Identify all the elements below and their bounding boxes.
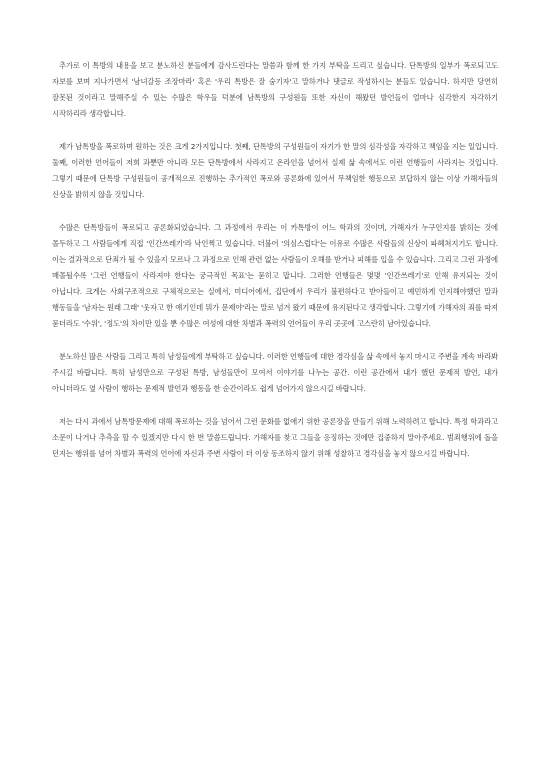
paragraph-5: 저는 다시 과에서 남톡방문제에 대해 폭로하는 것을 넘어서 그런 문화를 없애기 위한 공론장을 만들기 위해 노력하려고 합니다. 특정 학과라고 소문이 나거나 추측을 할 수 있겠지만 다시 한 번 말씀드립니다. 가해자를 찾고 그들을 응징하는 것에만 집중하지 말아주세요. 범죄행위에 돌을 던지는 행위를 넘어 차별과 폭력의 언어에 자신과 주변 사람이 더 이상 동조하지 않기 위해 성찰하고 경각심을 놓지 않으시길 바랍니다. bbox=[52, 417, 498, 458]
paragraph-3: 수많은 단톡방들이 폭로되고 공론화되었습니다. 그 과정에서 우리는 이 카톡방이 어느 학과의 것이며, 가해자가 누구인지를 밝히는 것에 몰두하고 그 사람들에게 직접 '인간쓰레기'라 낙인찍고 있습니다. 더불어 '의심스럽다'는 이유로 수많은 사람들의 신상이 파헤쳐지기도 합니다. 이는 결과적으로 단죄가 될 수 있을지 모르나 그 과정으로 인해 관련 없는 사람들이 오해를 받거나 피해를 입을 수 있습니다. 그리고 그런 과정에 매몰될수록 '그런 언행들이 사라져야 한다는 궁극적인 목표'는 묻히고 맙니다. 그러한 언행들은 몇몇 '인간쓰레기'로 인해 유지되는 것이 아닙니다. 크게는 사회구조적으로 구체적으로는 실에서, 미디어에서, 집단에서 우리가 불편하다고 받아들이고 예민하게 인지해야했던 말과 행동들을 '남자는 원래 그래' '웃자고 한 얘기인데 뭐가 문제야'라는 말로 넘겨 왔기 때문에 유지된다고 생각합니다. 그렇기에 가해자의 죄를 따져 묻더라도 '수위', '정도'의 차이만 있을 뿐 수많은 여성에 대한 차별과 폭력의 언어들이 우리 곳곳에 고스란히 남아있습니다. bbox=[52, 223, 498, 328]
document-page bbox=[52, 58, 498, 479]
paragraph-2: 제가 남톡방을 폭로하며 원하는 것은 크게 2가지입니다. 첫째, 단톡방의 구성원들이 자기가 한 말의 심각성을 자각하고 책임을 지는 일입니다. 둘째, 이러한 언어들이 저희 과뿐만 아니라 모든 단톡방에서 사라지고 온라인을 넘어서 실제 삶 속에서도 이런 언행들이 사라지는 것입니다. 그렇기 때문에 단톡방 구성원들이 공개적으로 진행하는 추가적인 폭로와 공론화에 있어서 무책임한 행동으로 보답하지 않는 이상 가해자들의 신상을 밝히지 않을 것입니다. bbox=[52, 142, 498, 199]
paragraph-4: 분노하신 많은 사람들 그리고 특히 남성들에게 부탁하고 싶습니다. 이러한 언행들에 대한 경각심을 삶 속에서 놓지 마시고 주변을 계속 바라봐 주시길 바랍니다. 특히 남성만으로 구성된 톡방, 남성들만이 모여서 이야기를 나누는 공간. 이런 공간에서 내가 했던 문제적 발언, 내가 아니더라도 옆 사람이 행하는 문제적 발언과 행동을 한 순간이라도 쉽게 넘어가지 않으시길 바랍니다. bbox=[52, 352, 498, 393]
paragraph-1: 추가로 이 톡방의 내용을 보고 분노하신 분들에게 감사드린다는 말씀과 함께 한 가지 부탁을 드리고 싶습니다. 단톡방의 일부가 폭로되고도 자보를 보며 지나가면서 '남녀갈등 조장마라' 혹은 '우리 톡방은 잘 숨기자'고 말하거나 댓글로 작성하시는 분들도 있습니다. 하지만 당연히 잘못된 것이라고 말해주실 수 있는 수많은 학우들 덕분에 남톡방의 구성원들 또한 자신이 해왔던 발언들이 얼마나 심각한지 자각하기 시작하리라 생각합니다. bbox=[52, 61, 498, 118]
